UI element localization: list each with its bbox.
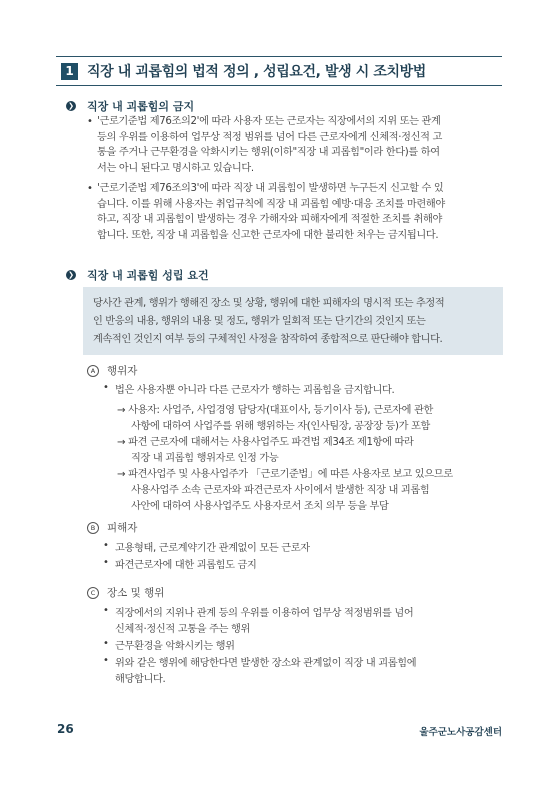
title-bar [56, 56, 502, 86]
bullet-dot: • [87, 116, 93, 127]
bullet-dot: • [103, 638, 109, 649]
subsection-title: 행위자 [107, 365, 138, 377]
text-line: 서는 아니 된다고 명시하고 있습니다. [97, 162, 254, 174]
circle-b-icon: B [87, 522, 99, 534]
bullet-dot: • [87, 183, 93, 194]
text-line: 합니다. 또한, 직장 내 괴롭힘을 신고한 근로자에 대한 불리한 처우는 금지됩니다. [97, 229, 439, 241]
highlight-box [83, 287, 503, 355]
text-line: 인 반응의 내용, 행위의 내용 및 정도, 행위가 일회적 또는 단기간의 것인지 또는 [93, 315, 426, 327]
bullet-dot: • [103, 540, 109, 551]
arrow-item-continued: 사항에 대하여 사업주를 위해 행위하는 자(인사팀장, 공장장 등)가 포함 [131, 421, 430, 432]
chevron-right-icon: ❯ [66, 101, 76, 111]
paragraph-article-76-2 [97, 114, 517, 176]
bullet-text: 고용형태, 근로계약기간 관계없이 모든 근로자 [115, 543, 310, 554]
bullet-text: 파견근로자에 대한 괴롭힘도 금지 [115, 560, 257, 571]
bullet-dot: • [103, 605, 109, 616]
arrow-item-continued: 직장 내 괴롭힘 행위자로 인정 가능 [131, 453, 279, 464]
text-line: 당사간 관계, 행위가 행해진 장소 및 상황, 행위에 대한 피해자의 명시적 또는 추정적 [93, 298, 445, 309]
subsection-title: 장소 및 행위 [107, 587, 165, 599]
page-number: 26 [57, 722, 74, 736]
subsection-victim [87, 520, 137, 535]
text-line: 통을 주거나 근무환경을 악화시키는 행위(이하"직장 내 괴롭힘"이라 한다)를 하여 [97, 147, 440, 159]
bullet-text: 근무환경을 악화시키는 행위 [115, 641, 235, 652]
bullet-text: 직장에서의 지위나 관계 등의 우위를 이용하여 업무상 적정범위를 넘어 [115, 608, 414, 619]
circle-a-icon: A [87, 365, 99, 377]
text-line: 등의 우위를 이용하여 업무상 적정 범위를 넘어 다른 근로자에게 신체적·정신적 고 [97, 131, 442, 143]
bullet-text-continued: 신체적·정신적 고통을 주는 행위 [115, 624, 250, 635]
title-number: 1 [61, 63, 78, 80]
arrow-item: → 사용자: 사업주, 사업경영 담당자(대표이사, 등기이사 등), 근로자에 관한 [117, 405, 434, 416]
arrow-item: → 파견사업주 및 사용사업주가 「근로기준법」에 따른 사용자로 보고 있으므로 [117, 469, 453, 480]
bullet-text-continued: 해당합니다. [115, 674, 166, 685]
bullet-text: 법은 사용자뿐 아니라 다른 근로자가 행하는 괴롭힘을 금지합니다. [115, 385, 395, 396]
text-line: '근로기준법 제76조의3'에 따라 직장 내 괴롭힘이 발생하면 누구든지 신고할 수 있 [97, 183, 444, 194]
section-heading-prohibition [66, 98, 194, 114]
section-heading-requirements [66, 267, 209, 283]
subsection-perpetrator [87, 363, 137, 378]
arrow-item: → 파견 근로자에 대해서는 사용사업주도 파견법 제34조 제1항에 따라 [117, 437, 414, 448]
paragraph-article-76-3 [97, 181, 517, 243]
text-line: 습니다. 이를 위해 사용자는 취업규칙에 직장 내 괴롭힘 예방·대응 조치를 마련해야 [97, 198, 445, 210]
footer-organization: 울주군노사공감센터 [419, 727, 502, 738]
circle-c-icon: C [87, 587, 99, 599]
bullet-dot: • [103, 655, 109, 666]
text-line: 계속적인 것인지 여부 등의 구체적인 사정을 참작하여 종합적으로 판단해야 합니다. [93, 333, 443, 345]
text-line: '근로기준법 제76조의2'에 따라 사용자 또는 근로자는 직장에서의 지위 또는 관계 [97, 116, 441, 127]
page-title: 직장 내 괴롭힘의 법적 정의 , 성립요건, 발생 시 조치방법 [87, 64, 426, 80]
section-heading-text: 직장 내 괴롭힘 성립 요건 [87, 269, 209, 282]
subsection-place-and-act [87, 585, 164, 600]
subsection-title: 피해자 [107, 522, 138, 534]
arrow-item-continued: 사안에 대하여 사용사업주도 사용자로서 조치 의무 등을 부담 [131, 501, 389, 512]
bullet-dot: • [103, 382, 109, 393]
bullet-dot: • [103, 557, 109, 568]
chevron-right-icon: ❯ [66, 270, 76, 280]
arrow-item-continued: 사용사업주 소속 근로자와 파견근로자 사이에서 발생한 직장 내 괴롭힘 [131, 485, 430, 496]
text-line: 하고, 직장 내 괴롭힘이 발생하는 경우 가해자와 피해자에게 적절한 조치를 취해야 [97, 214, 442, 226]
bullet-text: 위와 같은 행위에 해당한다면 발생한 장소와 관계없이 직장 내 괴롭힘에 [115, 658, 417, 669]
section-heading-text: 직장 내 괴롭힘의 금지 [87, 100, 195, 113]
